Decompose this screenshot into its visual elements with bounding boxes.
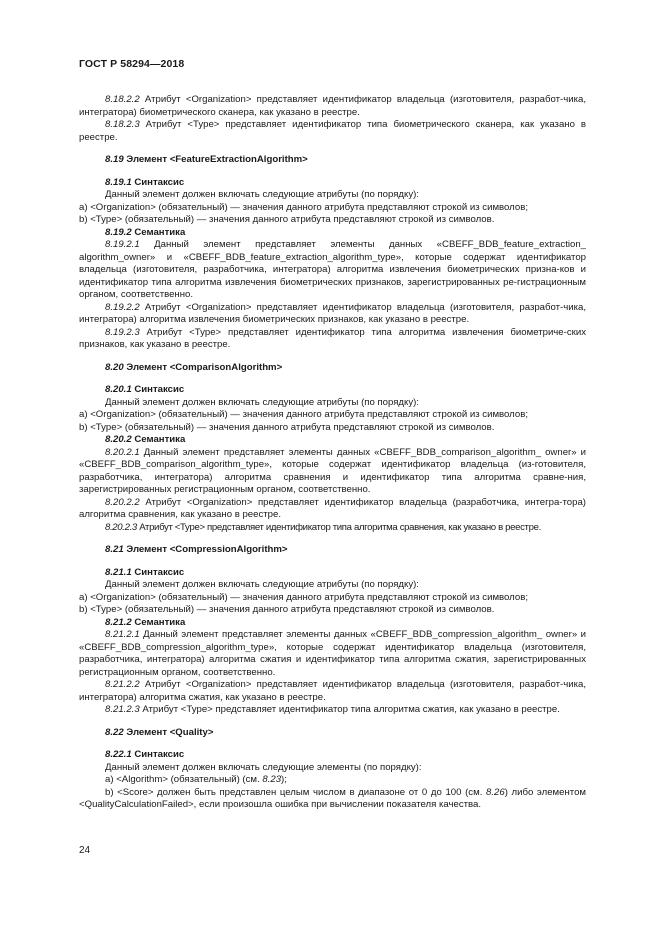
heading-text: Семантика — [131, 226, 186, 238]
clause-reference: 8.26 — [486, 786, 505, 798]
paragraph-text: Атрибут <Type> представляет идентификатор типа биометрического сканера, как указано в реестре. — [79, 119, 586, 143]
paragraph-text: b) <Type> (обязательный) — значения данного атрибута представляют строкой из символов. — [79, 421, 495, 433]
heading-text: Синтаксис — [131, 176, 185, 188]
paragraph-text: Атрибут <Type> представляет идентификатор типа алгоритма сравнения, как указано в реестре. — [136, 521, 541, 533]
clause-number: 8.20.2.2 — [105, 496, 140, 508]
section-heading — [79, 154, 586, 167]
section-heading — [79, 749, 586, 762]
paragraph-text: Данный элемент должен включать следующие элементы (по порядку): — [105, 761, 422, 773]
paragraph — [79, 327, 586, 352]
paragraph-text: Атрибут <Organization> представляет идентификатор владельца (изготовителя, разработ-чика, интегратора) алгоритма сжатия, как указано в реестре. — [79, 679, 586, 703]
paragraph — [79, 239, 586, 302]
clause-number: 8.21.1 — [105, 566, 132, 578]
clause-number: 8.20.2.1 — [105, 446, 140, 458]
paragraph — [79, 214, 586, 227]
heading-text: Синтаксис — [131, 566, 185, 578]
paragraph — [79, 202, 586, 215]
paragraph — [79, 762, 586, 775]
clause-number: 8.20.1 — [105, 384, 132, 395]
paragraph — [79, 774, 586, 787]
paragraph — [79, 422, 586, 435]
paragraph-text: Атрибут <Type> представляет идентификатор типа алгоритма извлечения биометриче-ских признаков, как указано в реестре. — [79, 326, 586, 350]
clause-number: 8.19.2.3 — [105, 326, 140, 338]
paragraph — [79, 497, 586, 522]
clause-number: 8.18.2.3 — [105, 119, 140, 130]
paragraph-text: Атрибут <Organization> представляет идентификатор владельца (изготовителя, разработ-чика, интегратора) биометрического сканера, как указано в реестре. — [79, 94, 586, 118]
paragraph — [79, 704, 586, 717]
clause-number: 8.21 — [105, 544, 124, 555]
page-number: 24 — [79, 845, 91, 856]
clause-number: 8.21.2.2 — [105, 679, 140, 690]
clause-number: 8.19.2.2 — [105, 301, 140, 313]
clause-reference: 8.23 — [262, 774, 282, 785]
clause-number: 8.20.2 — [105, 434, 132, 445]
clause-number: 8.19.2.1 — [105, 239, 140, 250]
clause-number: 8.22 — [105, 726, 124, 738]
paragraph — [79, 579, 586, 592]
paragraph — [79, 302, 586, 327]
paragraph-text: Атрибут <Organization> представляет идентификатор владельца (разработчика, интегра-тора) алгоритма сравнения, как указано в реестре. — [79, 496, 586, 520]
section-heading — [79, 567, 586, 580]
heading-text: Семантика — [131, 434, 186, 445]
section-heading — [79, 434, 586, 447]
clause-number: 8.18.2.2 — [105, 94, 140, 105]
paragraph-text: Данный элемент должен включать следующие атрибуты (по порядку): — [105, 579, 419, 590]
paragraph-text: Данный элемент представляет элементы данных «CBEFF_BDB_compression_algorithm_ owner» и «CBEFF_BDB_compression_algorithm_type», которые содержат идентификатор владельца (изготовителя, разработчика, интегратора) алгоритма сжатия и идентификатор типа алгоритма сжатия, зарегистрированных регистрационным органом, соответственно. — [79, 629, 586, 678]
heading-text: Элемент <CompressionAlgorithm> — [123, 544, 288, 555]
section-heading — [79, 727, 586, 740]
paragraph-text: Данный элемент должен включать следующие атрибуты (по порядку): — [105, 396, 419, 408]
clause-number: 8.20 — [105, 361, 124, 373]
paragraph-text: b) <Score> должен быть представлен целым числом в диапазоне от 0 до 100 (см. — [105, 786, 486, 798]
paragraph — [79, 189, 586, 202]
section-heading — [79, 544, 586, 557]
paragraph — [79, 119, 586, 144]
section-heading — [79, 177, 586, 190]
paragraph-text: Данный элемент представляет элементы данных «CBEFF_BDB_feature_extraction_ algorithm_owner» и «CBEFF_BDB_feature_extraction_algorithm_type», которые содержат идентификатор владельца (изготовителя, разработчика, интегратора) алгоритма извлечения биометрических призна-ков и идентификатор типа алгоритма извлечения биометрических признаков, зарегистрированных ре-гистрационным органом, соответственно. — [79, 239, 586, 300]
clause-number: 8.22.1 — [105, 749, 132, 760]
paragraph-text: Атрибут <Organization> представляет идентификатор владельца (изготовителя, разработ-чика, интегратора) алгоритма извлечения биометрических признаков, как указано в реестре. — [79, 301, 586, 325]
clause-number: 8.19 — [105, 154, 124, 165]
section-heading — [79, 362, 586, 375]
paragraph — [79, 447, 586, 497]
clause-number: 8.19.2 — [105, 226, 132, 238]
clause-number: 8.21.2.3 — [105, 704, 140, 715]
paragraph — [79, 397, 586, 410]
clause-number: 8.21.2 — [105, 616, 132, 628]
clause-number: 8.20.2.3 — [105, 521, 137, 533]
paragraph — [79, 522, 586, 535]
paragraph-text: ); — [281, 774, 287, 785]
heading-text: Синтаксис — [131, 384, 185, 395]
document-header: ГОСТ Р 58294—2018 — [79, 58, 185, 70]
heading-text: Элемент <ComparisonAlgorithm> — [123, 361, 283, 373]
heading-text: Семантика — [131, 616, 186, 628]
paragraph — [79, 94, 586, 119]
paragraph-text: ) либо элементом <QualityCalculationFailed>, если произошла ошибка при вычислении показателя качества. — [79, 786, 586, 810]
paragraph-text: а) <Organization> (обязательный) — значения данного атрибута представляют строкой из символов; — [79, 201, 528, 213]
section-heading — [79, 227, 586, 240]
paragraph-text: Данный элемент представляет элементы данных «CBEFF_BDB_comparison_algorithm_ owner» и «CBEFF_BDB_comparison_algorithm_type», которые содержат идентификатор владельца (из-готовителя, разработчика, интегратора) алгоритма сравнения и идентификатор типа алгоритма сравне-ния, зарегистрированных регистрационным органом, соответственно. — [79, 446, 586, 495]
heading-text: Синтаксис — [131, 749, 185, 760]
paragraph-text: а) <Algorithm> (обязательный) (см. — [105, 774, 263, 785]
paragraph — [79, 409, 586, 422]
paragraph-text: а) <Organization> (обязательный) — значения данного атрибута представляют строкой из символов; — [79, 409, 528, 420]
paragraph — [79, 592, 586, 605]
paragraph — [79, 787, 586, 812]
paragraph-text: Атрибут <Type> представляет идентификатор типа алгоритма сжатия, как указано в реестре. — [139, 704, 560, 715]
section-heading — [79, 384, 586, 397]
paragraph-text: а) <Organization> (обязательный) — значения данного атрибута представляют строкой из символов; — [79, 591, 528, 603]
heading-text: Элемент <FeatureExtractionAlgorithm> — [123, 154, 308, 165]
paragraph-text: b) <Type> (обязательный) — значения данного атрибута представляют строкой из символов. — [79, 604, 495, 615]
section-heading — [79, 617, 586, 630]
clause-number: 8.19.1 — [105, 176, 132, 188]
paragraph-text: Данный элемент должен включать следующие атрибуты (по порядку): — [105, 189, 419, 200]
paragraph — [79, 679, 586, 704]
document-body — [79, 94, 586, 812]
clause-number: 8.21.2.1 — [105, 629, 140, 640]
heading-text: Элемент <Quality> — [123, 726, 214, 738]
paragraph — [79, 629, 586, 679]
paragraph — [79, 604, 586, 617]
paragraph-text: b) <Type> (обязательный) — значения данного атрибута представляют строкой из символов. — [79, 214, 495, 225]
